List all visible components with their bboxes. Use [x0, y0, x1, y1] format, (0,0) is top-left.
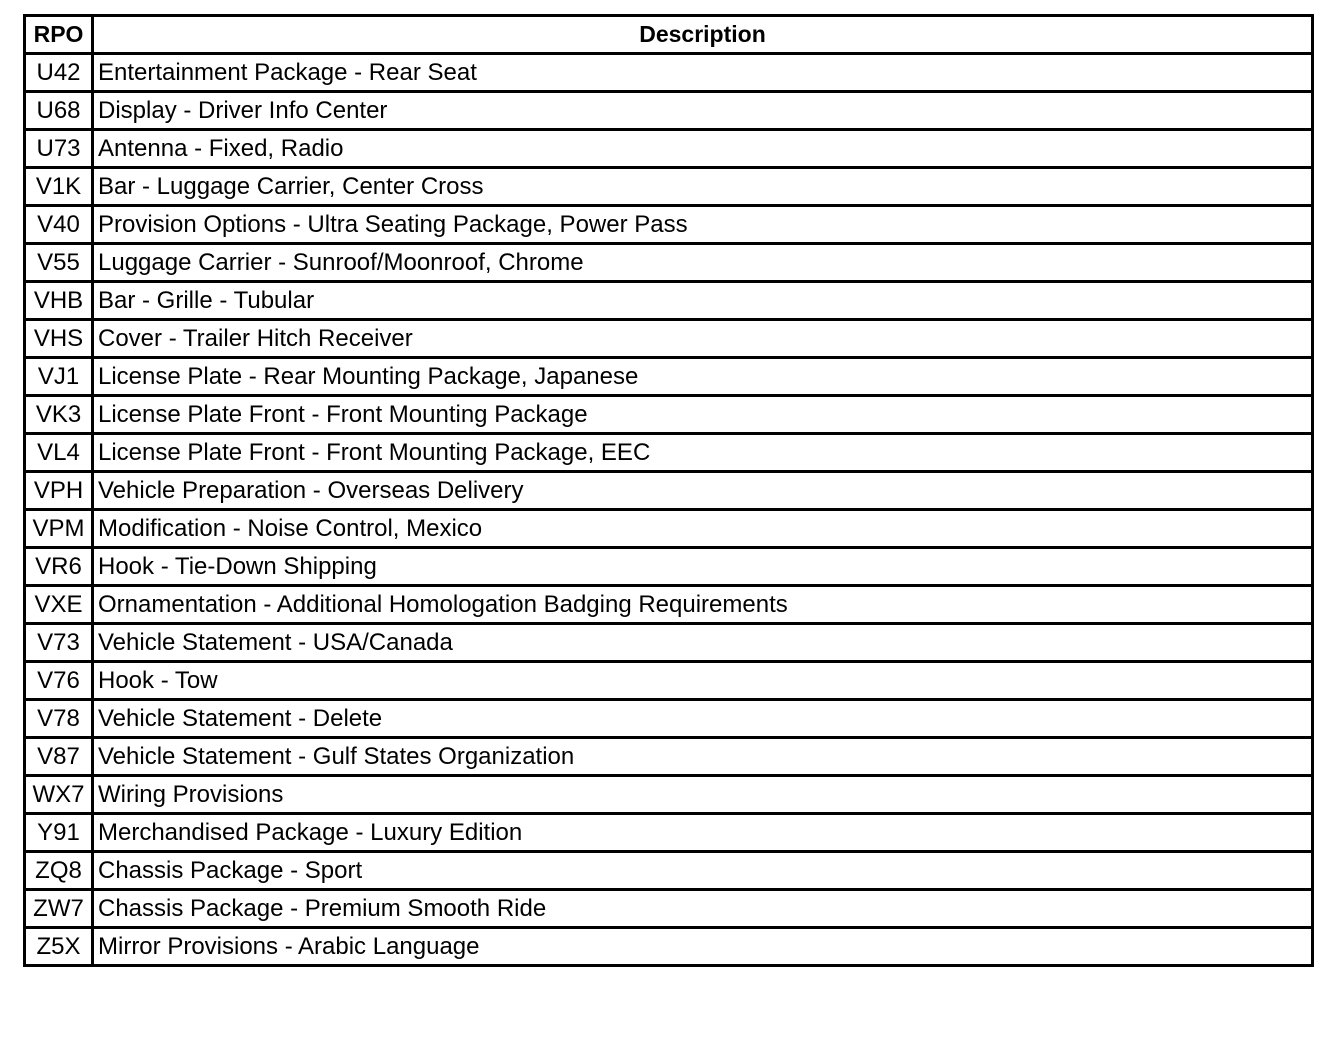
rpo-code-cell: U73	[25, 130, 93, 168]
rpo-column-header: RPO	[25, 16, 93, 54]
rpo-code-cell: VHB	[25, 282, 93, 320]
table-row	[25, 434, 1313, 472]
rpo-code-cell: VK3	[25, 396, 93, 434]
description-cell: Ornamentation - Additional Homologation Badging Requirements	[93, 586, 1313, 624]
table-row	[25, 358, 1313, 396]
rpo-table	[23, 14, 1314, 967]
rpo-code-cell: Y91	[25, 814, 93, 852]
table-row	[25, 472, 1313, 510]
table-row	[25, 624, 1313, 662]
description-cell: Vehicle Statement - Gulf States Organization	[93, 738, 1313, 776]
table-row	[25, 244, 1313, 282]
table-row	[25, 852, 1313, 890]
table-row	[25, 54, 1313, 92]
description-cell: License Plate Front - Front Mounting Package	[93, 396, 1313, 434]
description-cell: Chassis Package - Sport	[93, 852, 1313, 890]
rpo-code-cell: U68	[25, 92, 93, 130]
table-row	[25, 548, 1313, 586]
table-body	[25, 54, 1313, 966]
rpo-code-cell: VPH	[25, 472, 93, 510]
rpo-code-cell: ZQ8	[25, 852, 93, 890]
description-cell: Luggage Carrier - Sunroof/Moonroof, Chrome	[93, 244, 1313, 282]
rpo-code-cell: V73	[25, 624, 93, 662]
description-cell: Wiring Provisions	[93, 776, 1313, 814]
description-cell: License Plate - Rear Mounting Package, Japanese	[93, 358, 1313, 396]
description-cell: Display - Driver Info Center	[93, 92, 1313, 130]
table-row	[25, 662, 1313, 700]
table-row	[25, 282, 1313, 320]
description-column-header: Description	[93, 16, 1313, 54]
description-cell: Hook - Tie-Down Shipping	[93, 548, 1313, 586]
table-row	[25, 92, 1313, 130]
rpo-code-cell: V78	[25, 700, 93, 738]
description-cell: Provision Options - Ultra Seating Package, Power Pass	[93, 206, 1313, 244]
rpo-code-cell: VR6	[25, 548, 93, 586]
table-row	[25, 510, 1313, 548]
table-row	[25, 738, 1313, 776]
table-row	[25, 814, 1313, 852]
description-cell: License Plate Front - Front Mounting Package, EEC	[93, 434, 1313, 472]
description-cell: Mirror Provisions - Arabic Language	[93, 928, 1313, 966]
table-header-row	[25, 16, 1313, 54]
rpo-code-cell: VL4	[25, 434, 93, 472]
rpo-code-cell: V55	[25, 244, 93, 282]
table-row	[25, 890, 1313, 928]
rpo-code-cell: VHS	[25, 320, 93, 358]
description-cell: Vehicle Statement - Delete	[93, 700, 1313, 738]
table-row	[25, 396, 1313, 434]
description-cell: Hook - Tow	[93, 662, 1313, 700]
description-cell: Merchandised Package - Luxury Edition	[93, 814, 1313, 852]
description-cell: Chassis Package - Premium Smooth Ride	[93, 890, 1313, 928]
rpo-code-cell: VXE	[25, 586, 93, 624]
description-cell: Modification - Noise Control, Mexico	[93, 510, 1313, 548]
rpo-code-cell: ZW7	[25, 890, 93, 928]
table-row	[25, 168, 1313, 206]
rpo-code-cell: V40	[25, 206, 93, 244]
table-row	[25, 928, 1313, 966]
rpo-code-cell: VPM	[25, 510, 93, 548]
table-row	[25, 776, 1313, 814]
description-cell: Antenna - Fixed, Radio	[93, 130, 1313, 168]
rpo-code-cell: U42	[25, 54, 93, 92]
description-cell: Cover - Trailer Hitch Receiver	[93, 320, 1313, 358]
rpo-code-cell: VJ1	[25, 358, 93, 396]
table-row	[25, 320, 1313, 358]
rpo-code-cell: Z5X	[25, 928, 93, 966]
rpo-code-cell: V87	[25, 738, 93, 776]
table-row	[25, 130, 1313, 168]
rpo-code-cell: WX7	[25, 776, 93, 814]
description-cell: Entertainment Package - Rear Seat	[93, 54, 1313, 92]
table-row	[25, 586, 1313, 624]
rpo-code-cell: V76	[25, 662, 93, 700]
description-cell: Vehicle Statement - USA/Canada	[93, 624, 1313, 662]
description-cell: Bar - Grille - Tubular	[93, 282, 1313, 320]
description-cell: Vehicle Preparation - Overseas Delivery	[93, 472, 1313, 510]
description-cell: Bar - Luggage Carrier, Center Cross	[93, 168, 1313, 206]
rpo-code-cell: V1K	[25, 168, 93, 206]
table-row	[25, 700, 1313, 738]
table-row	[25, 206, 1313, 244]
